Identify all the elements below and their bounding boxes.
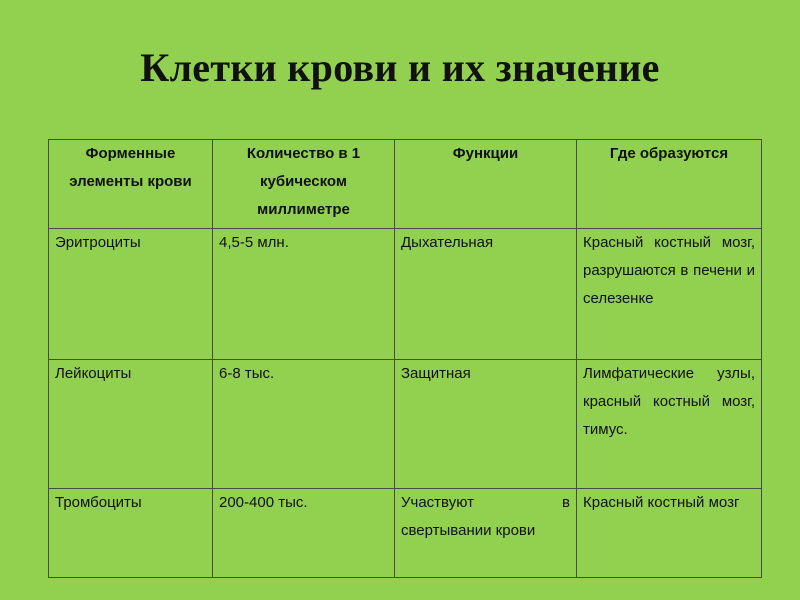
table-row <box>49 229 762 360</box>
table-cell: 4,5-5 млн. <box>213 229 395 360</box>
column-header: Количество в 1 кубическом миллиметре <box>213 140 395 229</box>
column-header: Функции <box>395 140 577 229</box>
table-cell: 6-8 тыс. <box>213 360 395 489</box>
table-cell: Лимфатические узлы, красный костный мозг, тимус. <box>577 360 762 489</box>
table-cell: Тромбоциты <box>49 489 213 578</box>
slide-title: Клетки крови и их значение <box>140 45 660 90</box>
blood-cells-table <box>48 139 762 578</box>
table-row <box>49 489 762 578</box>
table-cell: Красный костный мозг, разрушаются в печени и селезенке <box>577 229 762 360</box>
table-row <box>49 360 762 489</box>
table-cell: Защитная <box>395 360 577 489</box>
table-cell: Дыхательная <box>395 229 577 360</box>
table-cell: Эритроциты <box>49 229 213 360</box>
column-header: Форменные элементы крови <box>49 140 213 229</box>
table-cell: 200-400 тыс. <box>213 489 395 578</box>
column-header: Где образуются <box>577 140 762 229</box>
table-cell: Участвуют в свертывании крови <box>395 489 577 578</box>
table-cell: Лейкоциты <box>49 360 213 489</box>
table-cell: Красный костный мозг <box>577 489 762 578</box>
table-header-row <box>49 140 762 229</box>
